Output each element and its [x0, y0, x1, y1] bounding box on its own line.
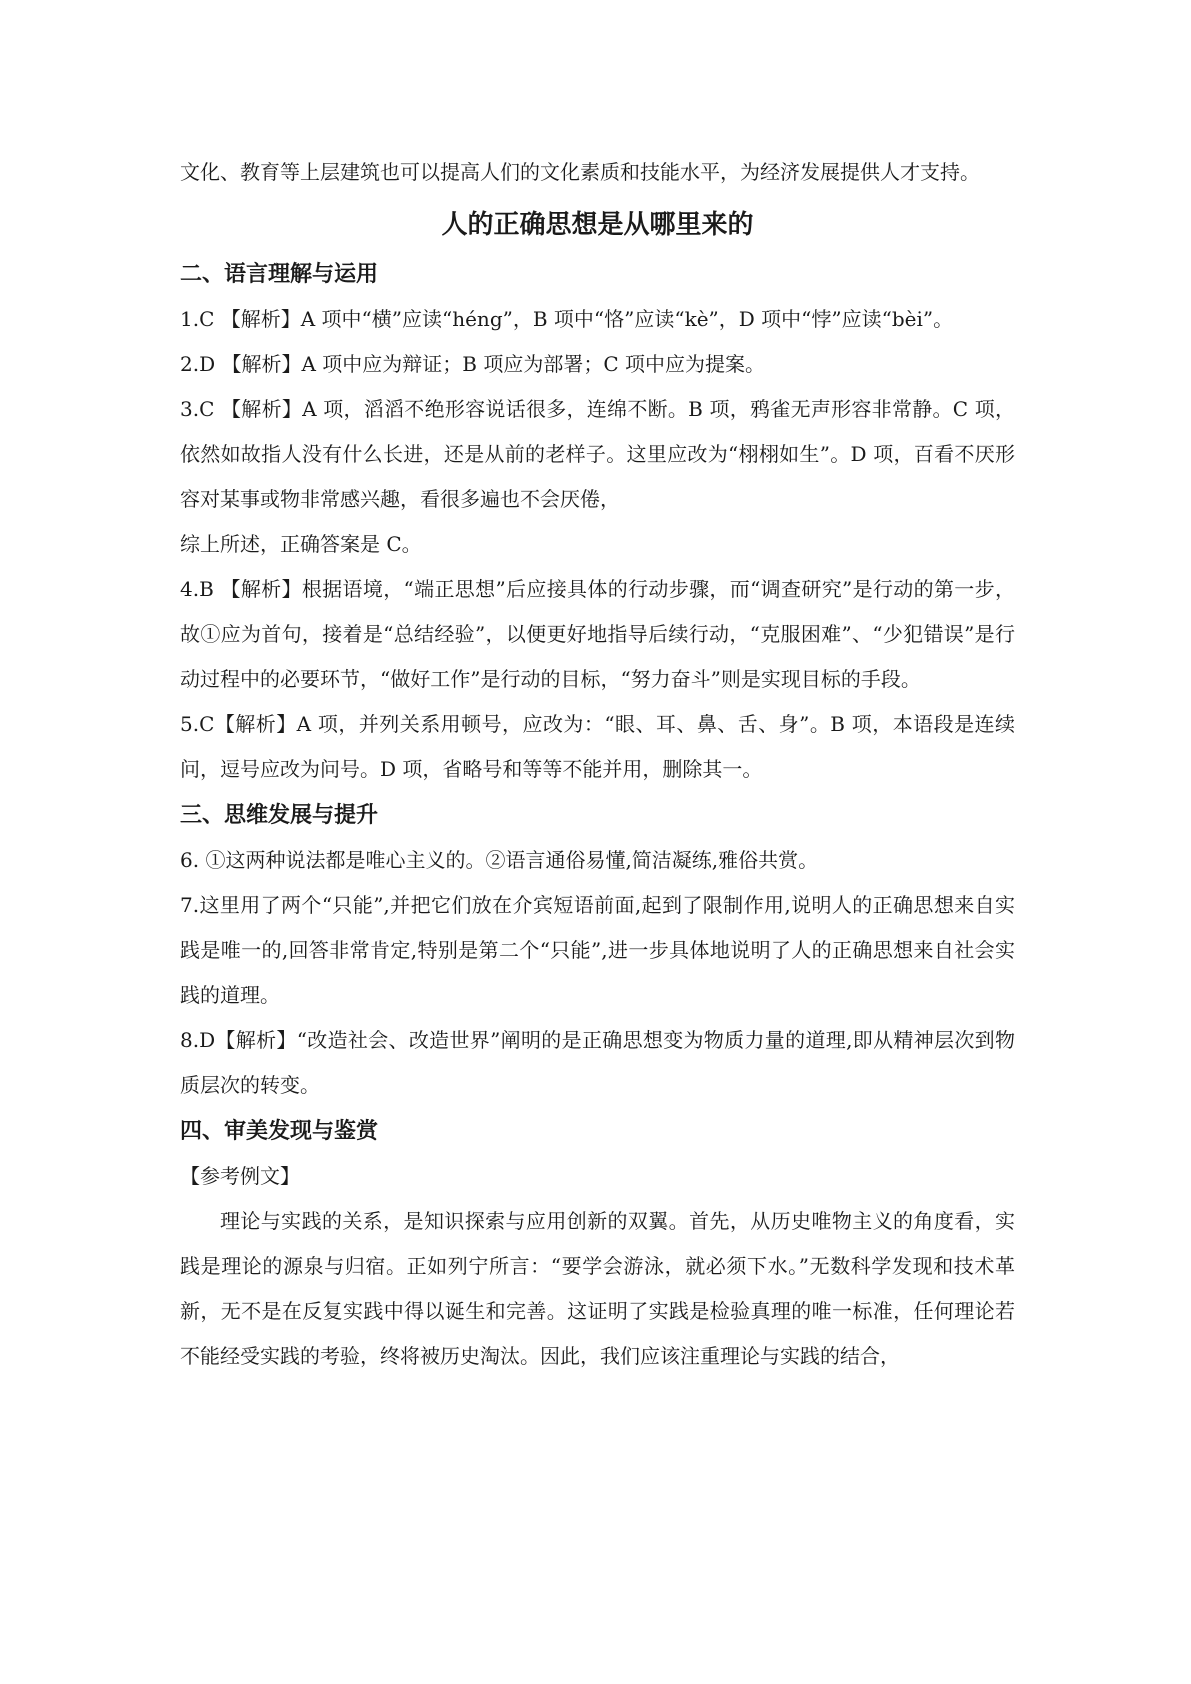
answer-5: 5.C【解析】A 项，并列关系用顿号，应改为：“眼、耳、鼻、舌、身”。B 项，本语段是连续问，逗号应改为问号。D 项，省略号和等等不能并用，删除其一。	[180, 712, 1015, 781]
answer-3: 3.C 【解析】A 项，滔滔不绝形容说话很多，连绵不断。B 项，鸦雀无声形容非常静。C 项，依然如故指人没有什么长进，还是从前的老样子。这里应改为“栩栩如生”。D 项，百看不厌形容对某事或物非常感兴趣，看很多遍也不会厌倦，	[180, 397, 1015, 511]
answer-2: 2.D 【解析】A 项中应为辩证；B 项应为部署；C 项中应为提案。	[180, 352, 765, 376]
answer-7: 7.这里用了两个“只能”,并把它们放在介宾短语前面,起到了限制作用,说明人的正确思想来自实践是唯一的,回答非常肯定,特别是第二个“只能”,进一步具体地说明了人的正确思想来自社会实践的道理。	[180, 893, 1015, 1007]
answer-6: 6. ①这两种说法都是唯心主义的。②语言通俗易懂,简洁凝练,雅俗共赏。	[180, 848, 819, 872]
essay-body: 理论与实践的关系，是知识探索与应用创新的双翼。首先，从历史唯物主义的角度看，实践是理论的源泉与归宿。正如列宁所言：“要学会游泳，就必须下水。”无数科学发现和技术革新，无不是在反复实践中得以诞生和完善。这证明了实践是检验真理的唯一标准，任何理论若不能经受实践的考验，终将被历史淘汰。因此，我们应该注重理论与实践的结合，	[180, 1209, 1015, 1368]
section-heading-2: 二、语言理解与运用	[180, 262, 379, 287]
answer-4: 4.B 【解析】根据语境，“端正思想”后应接具体的行动步骤，而“调查研究”是行动的第一步，故①应为首句，接着是“总结经验”，以便更好地指导后续行动，“克服困难”、“少犯错误”是行动过程中的必要环节，“做好工作”是行动的目标，“努力奋斗”则是实现目标的手段。	[180, 577, 1015, 691]
document-page	[180, 150, 1015, 1379]
page-title: 人的正确思想是从哪里来的	[441, 210, 754, 240]
answer-3-conclusion: 综上所述，正确答案是 C。	[180, 532, 422, 556]
answer-8: 8.D【解析】“改造社会、改造世界”阐明的是正确思想变为物质力量的道理,即从精神层次到物质层次的转变。	[180, 1028, 1015, 1097]
answer-1: 1.C 【解析】A 项中“横”应读“héng”，B 项中“恪”应读“kè”，D 项中“悖”应读“bèi”。	[180, 307, 954, 331]
intro-line: 文化、教育等上层建筑也可以提高人们的文化素质和技能水平，为经济发展提供人才支持。	[180, 160, 980, 184]
section-heading-4: 四、审美发现与鉴赏	[180, 1119, 379, 1144]
section-heading-3: 三、思维发展与提升	[180, 803, 379, 828]
essay-label: 【参考例文】	[180, 1164, 300, 1188]
